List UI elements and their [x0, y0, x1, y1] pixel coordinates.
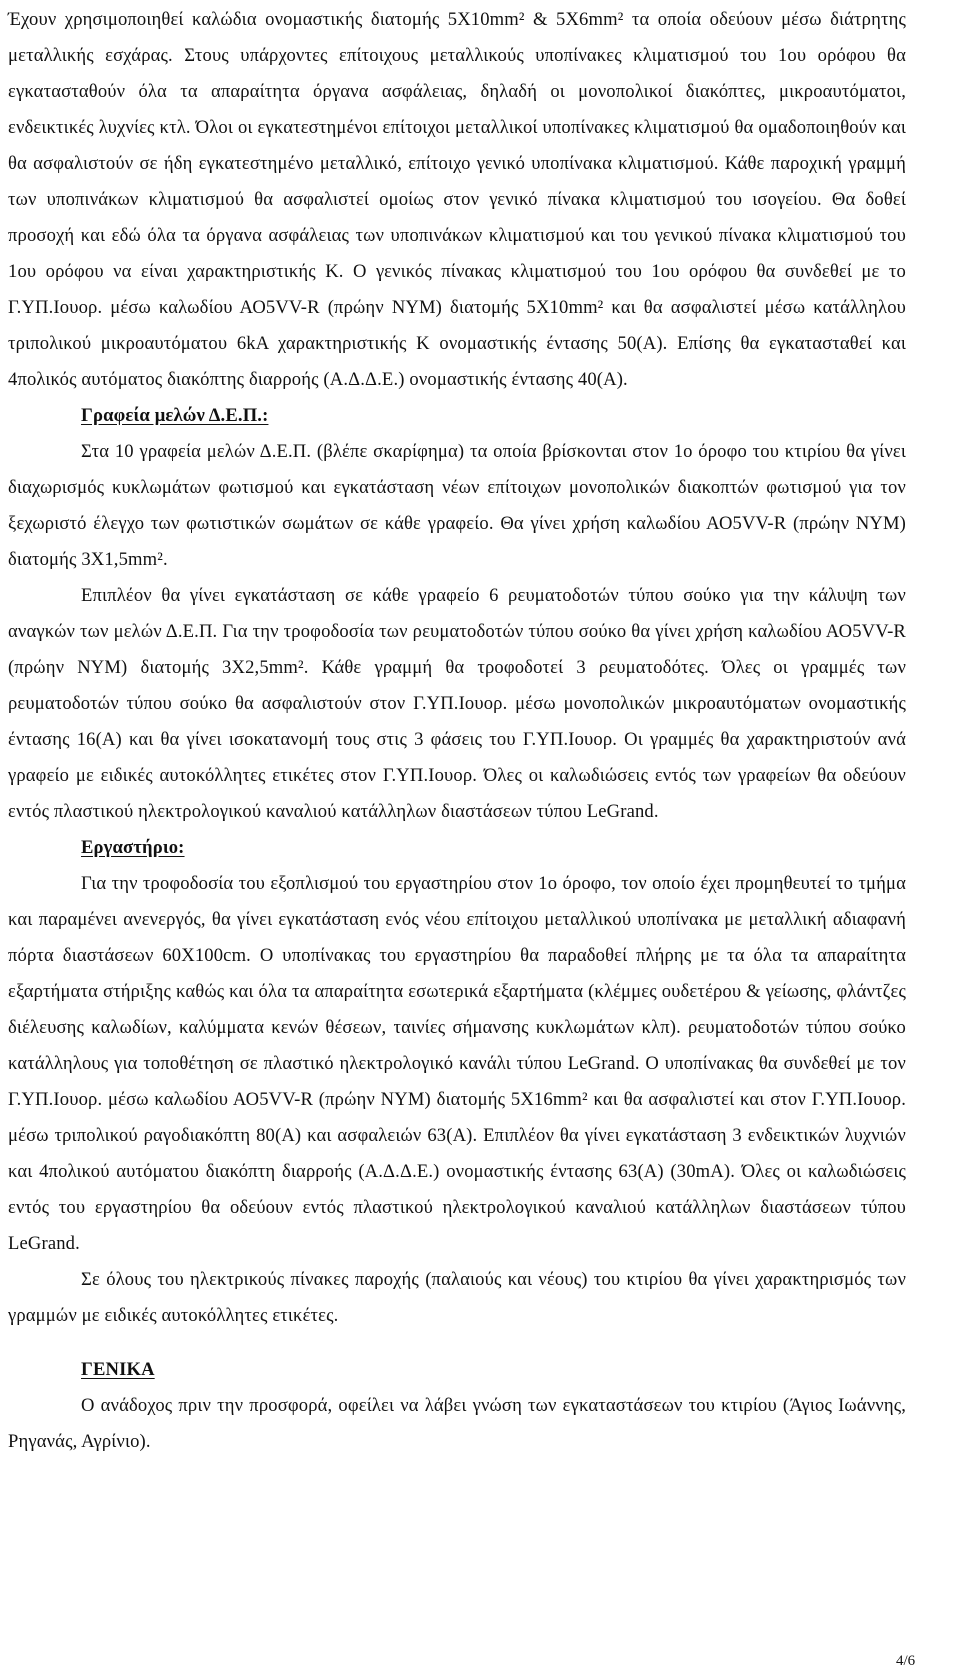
heading-general: ΓΕΝΙΚΑ — [81, 1359, 155, 1380]
document-page — [8, 0, 906, 1460]
paragraph-laboratory: Για την τροφοδοσία του εξοπλισμού του εργαστηρίου στον 1ο όροφο, τον οποίο έχει προμηθευτεί το τμήμα και παραμένει ανενεργός, θα γίνει εγκατάσταση ενός νέου επίτοιχου μεταλλικού υποπίνακα με μεταλλική αδιαφανή πόρτα διαστάσεων 60Χ100cm. Ο υποπίνακας του εργαστηρίου θα παραδοθεί πλήρης με τα όλα τα απαραίτητα εξαρτήματα στήριξης καθώς και όλα τα απαραίτητα εσωτερικά εξαρτήματα (κλέμμες ουδετέρου & γείωσης, φλάντζες διέλευσης καλωδίων, καλύμματα κενών θέσεων, ταινίες σήμανσης κυκλωμάτων κλπ). ρευματοδοτών τύπου σούκο κατάλληλους για τοποθέτηση σε πλαστικό ηλεκτρολογικό κανάλι τύπου LeGrand. Ο υποπίνακας θα συνδεθεί με τον Γ.ΥΠ.Iουορ. μέσω καλωδίου ΑΟ5VV-R (πρώην ΝΥΜ) διατομής 5Χ16mm² και θα ασφαλιστεί και στον Γ.ΥΠ.Iουορ. μέσω τριπολικού ραγοδιακόπτη 80(Α) και ασφαλειών 63(Α). Επιπλέον θα γίνει εγκατάσταση 3 ενδεικτικών λυχνιών και 4πολικού αυτόματου διακόπτη διαρροής (Α.Δ.Δ.Ε.) ονομαστικής έντασης 63(Α) (30mA). Όλες οι καλωδιώσεις εντός του εργαστηρίου θα οδεύουν εντός πλαστικού ηλεκτρολογικού καναλιού κατάλληλων διαστάσεων τύπου LeGrand. — [8, 873, 906, 1254]
paragraph-panel-labeling: Σε όλους του ηλεκτρικούς πίνακες παροχής (παλαιούς και νέους) του κτιρίου θα γίνει χαρακτηρισμός των γραμμών με ειδικές αυτοκόλλητες ετικέτες. — [8, 1269, 906, 1326]
paragraph-offices-lighting: Στα 10 γραφεία μελών Δ.Ε.Π. (βλέπε σκαρίφημα) τα οποία βρίσκονται στον 1ο όροφο του κτιρίου θα γίνει διαχωρισμός κυκλωμάτων φωτισμού και εγκατάσταση νέων επίτοιχων μονοπολικών διακοπτών φωτισμού για τον ξεχωριστό έλεγχο των φωτιστικών σωμάτων σε κάθε γραφείο. Θα γίνει χρήση καλωδίου ΑΟ5VV-R (πρώην ΝΥΜ) διατομής 3Χ1,5mm². — [8, 441, 906, 570]
paragraph-air-conditioning-panels: Έχουν χρησιμοποιηθεί καλώδια ονομαστικής διατομής 5Χ10mm² & 5Χ6mm² τα οποία οδεύουν μέσω διάτρητης μεταλλικής εσχάρας. Στους υπάρχοντες επίτοιχους μεταλλικούς υποπίνακες κλιματισμού του 1ου ορόφου θα εγκατασταθούν όλα τα απαραίτητα όργανα ασφάλειας, δηλαδή οι μονοπολικοί διακόπτες, μικροαυτόματοι, ενδεικτικές λυχνίες κτλ. Όλοι οι εγκατεστημένοι επίτοιχοι μεταλλικοί υποπίνακες κλιματισμού θα ομαδοποιηθούν και θα ασφαλιστούν σε ήδη εγκατεστημένο μεταλλικό, επίτοιχο γενικό υποπίνακα κλιματισμού. Κάθε παροχική γραμμή των υποπινάκων κλιματισμού θα ασφαλιστεί ομοίως στον γενικό πίνακα κλιματισμού του ισογείου. Θα δοθεί προσοχή και εδώ όλα τα όργανα ασφάλειας των υποπινάκων κλιματισμού και του γενικού πίνακα κλιματισμού του 1ου ορόφου να είναι χαρακτηριστικής Κ. Ο γενικός πίνακας κλιματισμού του 1ου ορόφου θα συνδεθεί με το Γ.ΥΠ.Iουορ. μέσω καλωδίου ΑΟ5VV-R (πρώην ΝΥΜ) διατομής 5Χ10mm² και θα ασφαλιστεί μέσω κατάλληλου τριπολικού μικροαυτόματου 6kA χαρακτηριστικής Κ ονομαστικής έντασης 50(Α). Επίσης θα εγκατασταθεί και 4πολικός αυτόματος διακόπτης διαρροής (Α.Δ.Δ.Ε.) ονομαστικής έντασης 40(Α). — [8, 9, 906, 390]
paragraph-general: Ο ανάδοχος πριν την προσφορά, οφείλει να λάβει γνώση των εγκαταστάσεων του κτιρίου (Άγιος Ιωάννης, Ρηγανάς, Αγρίνιο). — [8, 1395, 906, 1452]
heading-laboratory: Εργαστήριο: — [81, 837, 185, 858]
page-number: 4/6 — [896, 1653, 916, 1669]
paragraph-offices-sockets: Επιπλέον θα γίνει εγκατάσταση σε κάθε γραφείο 6 ρευματοδοτών τύπου σούκο για την κάλυψη των αναγκών των μελών Δ.Ε.Π. Για την τροφοδοσία των ρευματοδοτών τύπου σούκο θα γίνει χρήση καλωδίου ΑΟ5VV-R (πρώην ΝΥΜ) διατομής 3Χ2,5mm². Κάθε γραμμή θα τροφοδοτεί 3 ρευματοδότες. Όλες οι γραμμές των ρευματοδοτών τύπου σούκο θα ασφαλιστούν στον Γ.ΥΠ.Iουορ. μέσω μονοπολικών μικροαυτόματων ονομαστικής έντασης 16(Α) και θα γίνει ισοκατανομή τους στις 3 φάσεις του Γ.ΥΠ.Iουορ. Οι γραμμές θα χαρακτηριστούν ανά γραφείο με ειδικές αυτοκόλλητες ετικέτες στον Γ.ΥΠ.Iουορ. Όλες οι καλωδιώσεις εντός των γραφείων θα οδεύουν εντός πλαστικού ηλεκτρολογικού καναλιού κατάλληλων διαστάσεων τύπου LeGrand. — [8, 585, 906, 822]
heading-offices: Γραφεία μελών Δ.Ε.Π.: — [81, 405, 269, 426]
